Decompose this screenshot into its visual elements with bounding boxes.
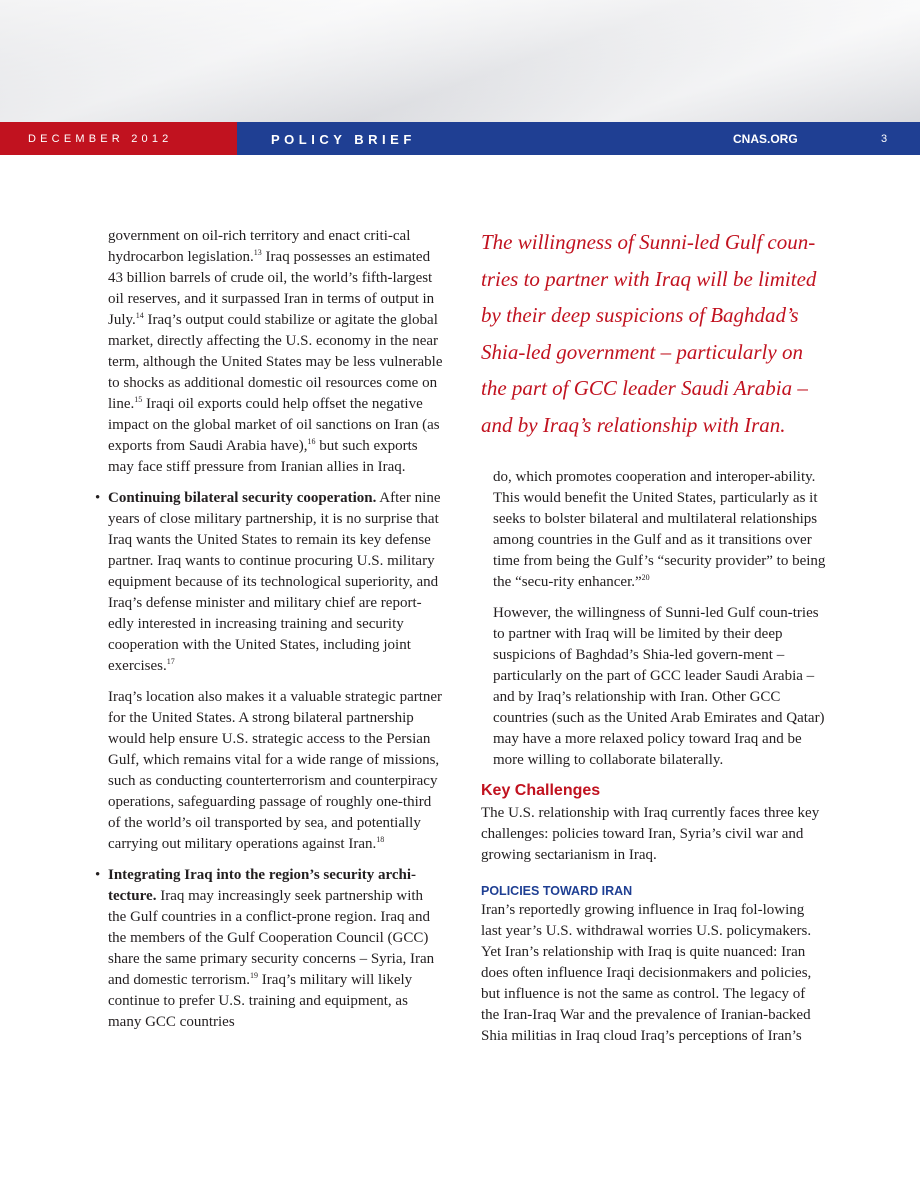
publication-date: DECEMBER 2012: [28, 133, 173, 145]
bullet-marker: •: [95, 490, 101, 506]
continued-bullet-text: [493, 467, 827, 771]
body-paragraph-oil: government on oil-rich territory and enact criti-cal hydrocarbon legislation.$^{13}$ Iraq possesses an estimated 43 billion barrels of crude oil, the world’s fifth-largest oil reserves, and it surpassed Iran in terms of output in July.$^{14}$ Iraq’s output could stabilize or agitate the global market, directly affecting the U.S. economy in the near term, although the United States may be less vulnerable to shocks as additional domestic oil resources come on line.$^{15}$ Iraqi oil exports could help offset the negative impact on the global market of oil sanctions on Iran (as exports from Saudi Arabia have),$^{16}$ but such exports may face stiff pressure from Iranian allies in Iraq.: [108, 228, 443, 475]
site-url: CNAS.ORG: [733, 132, 798, 146]
bullet-lead: Integrating Iraq into the region’s security archi-tecture.: [108, 867, 417, 904]
header-bar: [0, 122, 920, 155]
bullet-list: [95, 488, 444, 1033]
bullet-security-cooperation: • Continuing bilateral security cooperation. After nine years of close military partnership, it is no surprise that Iraq wants the United States to remain its key defense partner. Iraq wants to continue procuring U.S. military equipment because of its technological superiority, and Iraq’s defense minister and military chief are report-edly interested in increasing training and security cooperation with the United States, including joint exercises.$^{17}$ Iraq’s location also makes it a valuable strategic partner for the United States. A strong bilateral partnership would help ensure U.S. strategic access to the Persian Gulf, which remains vital for a wide range of missions, such as conducting counterterrorism and counterpiracy operations, safeguarding passage of roughly one-third of the world’s oil transported by sea, and potentially carrying out military operations against Iran.$^{18}$: [108, 488, 444, 855]
footnote-ref: 20: [641, 573, 650, 582]
footnote-ref: 14: [135, 311, 144, 320]
section-heading-key-challenges: Key Challenges: [481, 782, 601, 799]
subheading-policies-toward-iran: POLICIES TOWARD IRAN: [481, 884, 633, 898]
page-number: 3: [881, 133, 888, 145]
footnote-ref: 17: [166, 657, 175, 666]
footnote-ref: 15: [134, 395, 143, 404]
pull-quote: The willingness of Sunni-led Gulf coun-tries to partner with Iraq will be limited by their deep suspicions of Baghdad’s Shia-led government – particularly on the part of GCC leader Saudi Arabia – and by Iraq’s relationship with Iran.: [481, 230, 817, 437]
body-paragraph-interoperability: do, which promotes cooperation and interoper-ability. This would benefit the United States, particularly as it seeks to bolster bilateral and multilateral relationships among countries in the Gulf and as it transitions over time from being the Gulf’s “security provider” to being the “secu-rity enhancer.”$^{20}$: [493, 469, 826, 590]
series-title: POLICY BRIEF: [271, 132, 416, 147]
header-background-band: [0, 0, 920, 122]
footnote-ref: 18: [376, 835, 385, 844]
footnote-ref: 19: [250, 971, 259, 980]
bullet-regional-security: • Integrating Iraq into the region’s security archi-tecture. Iraq may increasingly seek partnership with the Gulf countries in a conflict-prone region. Iraq and the members of the Gulf Cooperation Council (GCC) share the same primary security concerns – Syria, Iran and domestic terrorism.$^{19}$ Iraq’s military will likely continue to prefer U.S. training and equipment, as many GCC countries: [95, 867, 435, 1030]
footnote-ref: 16: [307, 437, 316, 446]
left-column: [95, 226, 444, 1043]
body-paragraph-gcc: However, the willingness of Sunni-led Gulf coun-tries to partner with Iraq will be limited by their deep suspicions of Baghdad’s Shia-led govern-ment – particularly on the part of GCC leader Saudi Arabia – and by Iraq’s relationship with Iran. Other GCC countries (such as the United Arab Emirates and Qatar) may have a more relaxed policy toward Iraq and be more willing to collaborate bilaterally.: [493, 605, 825, 768]
body-paragraph-iran: Iran’s reportedly growing influence in Iraq fol-lowing last year’s U.S. withdrawal worries U.S. policymakers. Yet Iran’s relationship with Iraq is quite nuanced: Iran does often influence Iraqi decisionmakers and policies, but influence is not the same as control. The legacy of the Iran-Iraq War and the prevalence of Iranian-backed Shia militias in Iraq cloud Iraq’s perceptions of Iran’s: [481, 902, 812, 1044]
footnote-ref: 13: [253, 248, 262, 257]
body-paragraph-location: Iraq’s location also makes it a valuable strategic partner for the United States. A strong bilateral partnership would help ensure U.S. strategic access to the Persian Gulf, which remains vital for a wide range of missions, such as conducting counterterrorism and counterpiracy operations, safeguarding passage of roughly one-third of the world’s oil transported by sea, and potentially carrying out military operations against Iran.$^{18}$: [108, 689, 443, 852]
right-column: [481, 226, 827, 1057]
body-paragraph-key-challenges: The U.S. relationship with Iraq currently faces three key challenges: policies toward Iran, Syria’s civil war and growing sectarianism in Iraq.: [481, 805, 820, 863]
bullet-marker: •: [95, 867, 101, 883]
bullet-lead: Continuing bilateral security cooperation.: [108, 490, 377, 506]
